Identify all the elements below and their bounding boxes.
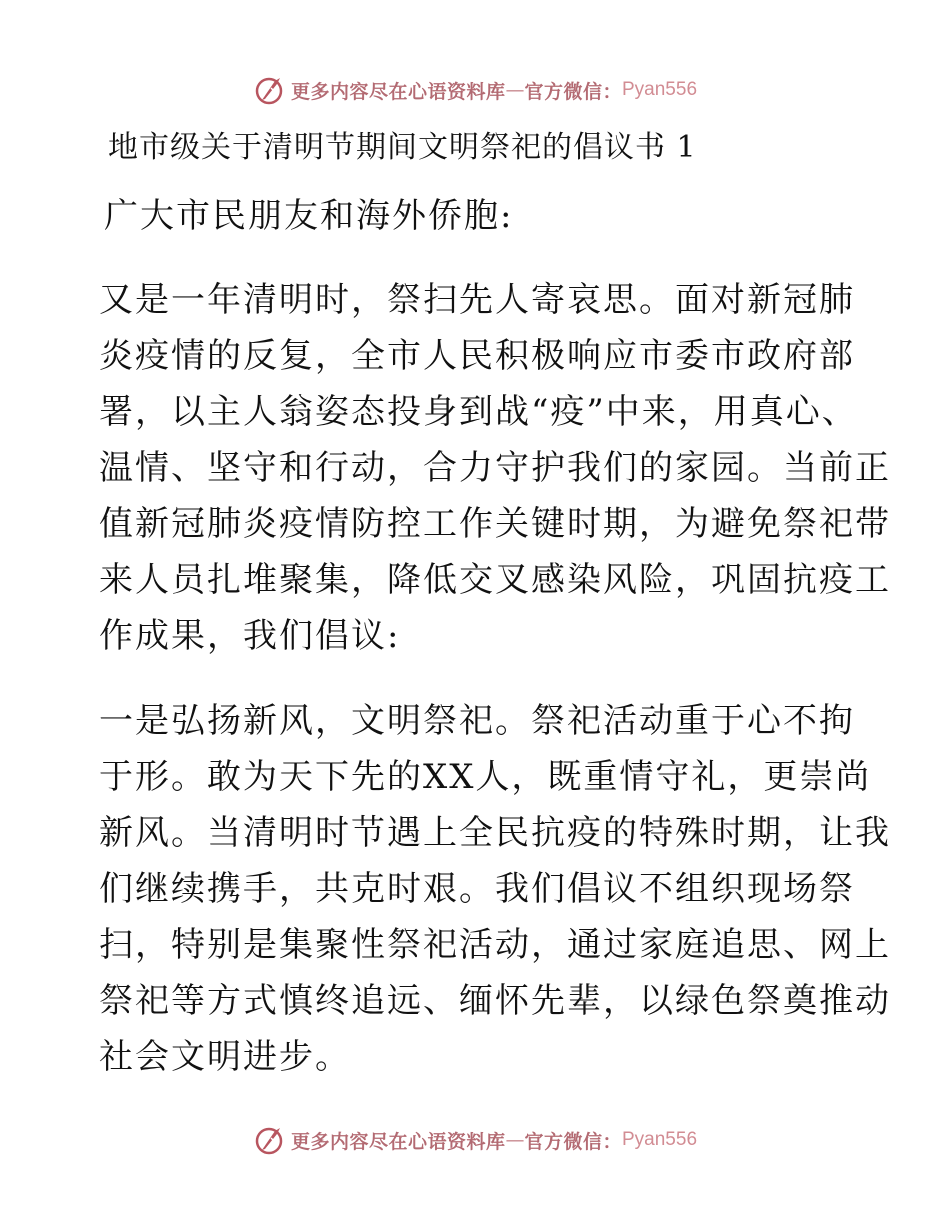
document-paragraph-1: [99, 272, 891, 664]
watermark-site-text: 更多内容尽在心语资料库: [290, 80, 506, 103]
salutation-line: 广大市民朋友和海外侨胞:: [104, 196, 514, 236]
watermark-account: Pyan556: [622, 79, 698, 100]
paragraph-line: 于形。敢为天下先的XX人，既重情守礼，更崇尚: [99, 757, 872, 797]
paragraph-line: 温情、坚守和行动，合力守护我们的家园。当前正: [99, 448, 891, 488]
header-watermark: [0, 70, 950, 110]
document-paragraph-2: [99, 693, 891, 1085]
paragraph-line: 一是弘扬新风，文明祭祀。祭祀活动重于心不拘: [99, 701, 855, 741]
document-salutation: [104, 188, 513, 244]
paragraph-line: 祭祀等方式慎终追远、缅怀先辈，以绿色祭奠推动: [99, 981, 891, 1021]
footer-watermark: [0, 1120, 950, 1160]
paragraph-line: 们继续携手，共克时艰。我们倡议不组织现场祭: [99, 869, 855, 909]
watermark-site-text: 更多内容尽在心语资料库: [290, 1130, 506, 1153]
paragraph-line: 新风。当清明时节遇上全民抗疫的特殊时期，让我: [99, 813, 891, 853]
document-title: 地市级关于清明节期间文明祭祀的倡议书 1: [108, 130, 697, 165]
paragraph-line: 社会文明进步。: [99, 1037, 351, 1077]
paragraph-line: 作成果，我们倡议:: [99, 616, 401, 656]
quill-pen-circle-icon: [253, 1123, 287, 1157]
paragraph-line: 值新冠肺炎疫情防控工作关键时期，为避免祭祀带: [99, 504, 891, 544]
paragraph-line: 扫，特别是集聚性祭祀活动，通过家庭追思、网上: [99, 925, 891, 965]
paragraph-line: 炎疫情的反复，全市人民积极响应市委市政府部: [99, 336, 855, 376]
watermark-account: Pyan556: [622, 1129, 698, 1150]
quill-pen-circle-icon: [253, 73, 287, 107]
watermark-label: 官方微信：: [524, 80, 622, 103]
watermark-separator: —: [505, 79, 525, 101]
paragraph-line: 又是一年清明时，祭扫先人寄哀思。面对新冠肺: [99, 280, 855, 320]
watermark-separator: —: [505, 1129, 525, 1151]
watermark-label: 官方微信：: [524, 1130, 622, 1153]
paragraph-line: 来人员扎堆聚集，降低交叉感染风险，巩固抗疫工: [99, 560, 891, 600]
paragraph-line: 署，以主人翁姿态投身到战“疫”中来，用真心、: [99, 392, 858, 432]
